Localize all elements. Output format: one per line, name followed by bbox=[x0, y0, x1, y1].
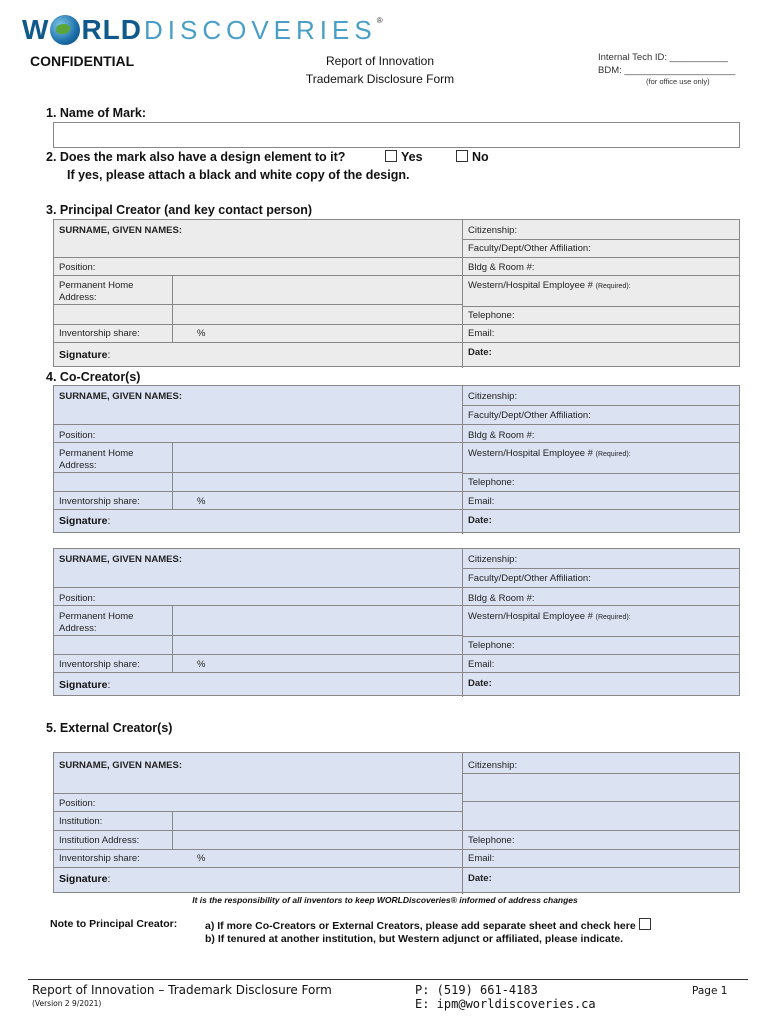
citizenship-label: Citizenship: bbox=[468, 554, 518, 565]
logo-discoveries: DISCOVERIES bbox=[143, 14, 377, 45]
email-label: Email: bbox=[468, 328, 495, 339]
extra-sheet-checkbox[interactable] bbox=[639, 918, 651, 930]
share-label: Inventorship share: bbox=[59, 496, 140, 507]
note-b: b) If tenured at another institution, but Western adjunct or affiliated, please indicate. bbox=[205, 933, 624, 945]
citizenship-label: Citizenship: bbox=[468, 225, 518, 236]
signature-label: Signature: bbox=[59, 515, 111, 527]
note-label: Note to Principal Creator: bbox=[50, 918, 178, 930]
responsibility-note: It is the responsibility of all inventors to keep WORLDiscoveries® informed of address changes bbox=[192, 895, 578, 905]
internal-tech-id: Internal Tech ID: ___________ bbox=[598, 52, 728, 63]
section-4-title: 4. Co-Creator(s) bbox=[46, 370, 141, 384]
signature-label: Signature: bbox=[59, 349, 111, 361]
share-label: Inventorship share: bbox=[59, 659, 140, 670]
external-creator-table bbox=[53, 752, 740, 893]
name-of-mark-input[interactable] bbox=[53, 122, 740, 148]
surname-label: SURNAME, GIVEN NAMES: bbox=[59, 225, 182, 236]
telephone-label: Telephone: bbox=[468, 310, 515, 321]
footer-version: (Version 2 9/2021) bbox=[32, 999, 102, 1008]
yes-label: Yes bbox=[401, 150, 423, 164]
percent-label: % bbox=[197, 496, 206, 507]
faculty-label: Faculty/Dept/Other Affiliation: bbox=[468, 243, 591, 254]
telephone-label: Telephone: bbox=[468, 835, 515, 846]
date-label: Date: bbox=[468, 515, 492, 526]
logo-registered: ® bbox=[376, 16, 383, 25]
faculty-label: Faculty/Dept/Other Affiliation: bbox=[468, 573, 591, 584]
bldg-label: Bldg & Room #: bbox=[468, 593, 535, 604]
employee-label: Western/Hospital Employee # (Required): bbox=[468, 448, 631, 459]
yes-checkbox[interactable] bbox=[385, 150, 397, 162]
faculty-label: Faculty/Dept/Other Affiliation: bbox=[468, 410, 591, 421]
date-label: Date: bbox=[468, 678, 492, 689]
perm-home-label: Permanent Home bbox=[59, 611, 134, 622]
citizenship-label: Citizenship: bbox=[468, 391, 518, 402]
position-label: Position: bbox=[59, 798, 96, 809]
worldiscoveries-logo bbox=[22, 8, 383, 52]
address-label: Address: bbox=[59, 623, 97, 634]
surname-label: SURNAME, GIVEN NAMES: bbox=[59, 391, 182, 402]
footer-phone: P: (519) 661-4183 bbox=[415, 983, 538, 997]
signature-label: Signature: bbox=[59, 873, 111, 885]
footer-divider bbox=[28, 979, 748, 980]
bldg-label: Bldg & Room #: bbox=[468, 430, 535, 441]
employee-label: Western/Hospital Employee # (Required): bbox=[468, 280, 631, 291]
share-label: Inventorship share: bbox=[59, 853, 140, 864]
email-label: Email: bbox=[468, 659, 495, 670]
telephone-label: Telephone: bbox=[468, 477, 515, 488]
surname-label: SURNAME, GIVEN NAMES: bbox=[59, 554, 182, 565]
footer-title: Report of Innovation – Trademark Disclosure Form bbox=[32, 983, 332, 997]
telephone-label: Telephone: bbox=[468, 640, 515, 651]
percent-label: % bbox=[197, 328, 206, 339]
email-label: Email: bbox=[468, 496, 495, 507]
no-option[interactable] bbox=[456, 150, 489, 164]
logo-rld: RLD bbox=[81, 14, 142, 45]
address-label: Address: bbox=[59, 460, 97, 471]
email-label: Email: bbox=[468, 853, 495, 864]
bldg-label: Bldg & Room #: bbox=[468, 262, 535, 273]
section-5-title: 5. External Creator(s) bbox=[46, 721, 173, 735]
no-label: No bbox=[472, 150, 489, 164]
section-3-title: 3. Principal Creator (and key contact person) bbox=[46, 203, 313, 217]
co-creator-table-2 bbox=[53, 548, 740, 696]
no-checkbox[interactable] bbox=[456, 150, 468, 162]
percent-label: % bbox=[197, 659, 206, 670]
share-label: Inventorship share: bbox=[59, 328, 140, 339]
date-label: Date: bbox=[468, 347, 492, 358]
percent-label: % bbox=[197, 853, 206, 864]
perm-home-label: Permanent Home bbox=[59, 448, 134, 459]
section-1-title: 1. Name of Mark: bbox=[46, 106, 147, 120]
position-label: Position: bbox=[59, 593, 96, 604]
perm-home-label: Permanent Home bbox=[59, 280, 134, 291]
office-use-note: (for office use only) bbox=[646, 77, 710, 86]
institution-address-label: Institution Address: bbox=[59, 835, 140, 846]
co-creator-table-1 bbox=[53, 385, 740, 533]
footer-email[interactable]: E: ipm@worldiscoveries.ca bbox=[415, 997, 596, 1011]
surname-label: SURNAME, GIVEN NAMES: bbox=[59, 760, 182, 771]
yes-option[interactable] bbox=[385, 150, 423, 164]
page-number: Page 1 bbox=[692, 985, 728, 997]
citizenship-label: Citizenship: bbox=[468, 760, 518, 771]
principal-creator-table bbox=[53, 219, 740, 367]
position-label: Position: bbox=[59, 430, 96, 441]
institution-label: Institution: bbox=[59, 816, 103, 827]
date-label: Date: bbox=[468, 873, 492, 884]
form-title: Trademark Disclosure Form bbox=[305, 72, 455, 86]
signature-label: Signature: bbox=[59, 679, 111, 691]
note-a: a) If more Co-Creators or External Creators, please add separate sheet and check here bbox=[205, 918, 655, 932]
design-note: If yes, please attach a black and white copy of the design. bbox=[67, 168, 410, 182]
logo-w: W bbox=[22, 14, 50, 45]
address-label: Address: bbox=[59, 292, 97, 303]
position-label: Position: bbox=[59, 262, 96, 273]
design-question: 2. Does the mark also have a design element to it? bbox=[46, 150, 346, 164]
bdm-line: BDM: _____________________ bbox=[598, 65, 736, 76]
report-title: Report of Innovation bbox=[325, 54, 435, 68]
globe-icon bbox=[50, 15, 80, 45]
employee-label: Western/Hospital Employee # (Required): bbox=[468, 611, 631, 622]
confidential-label: CONFIDENTIAL bbox=[30, 53, 135, 69]
